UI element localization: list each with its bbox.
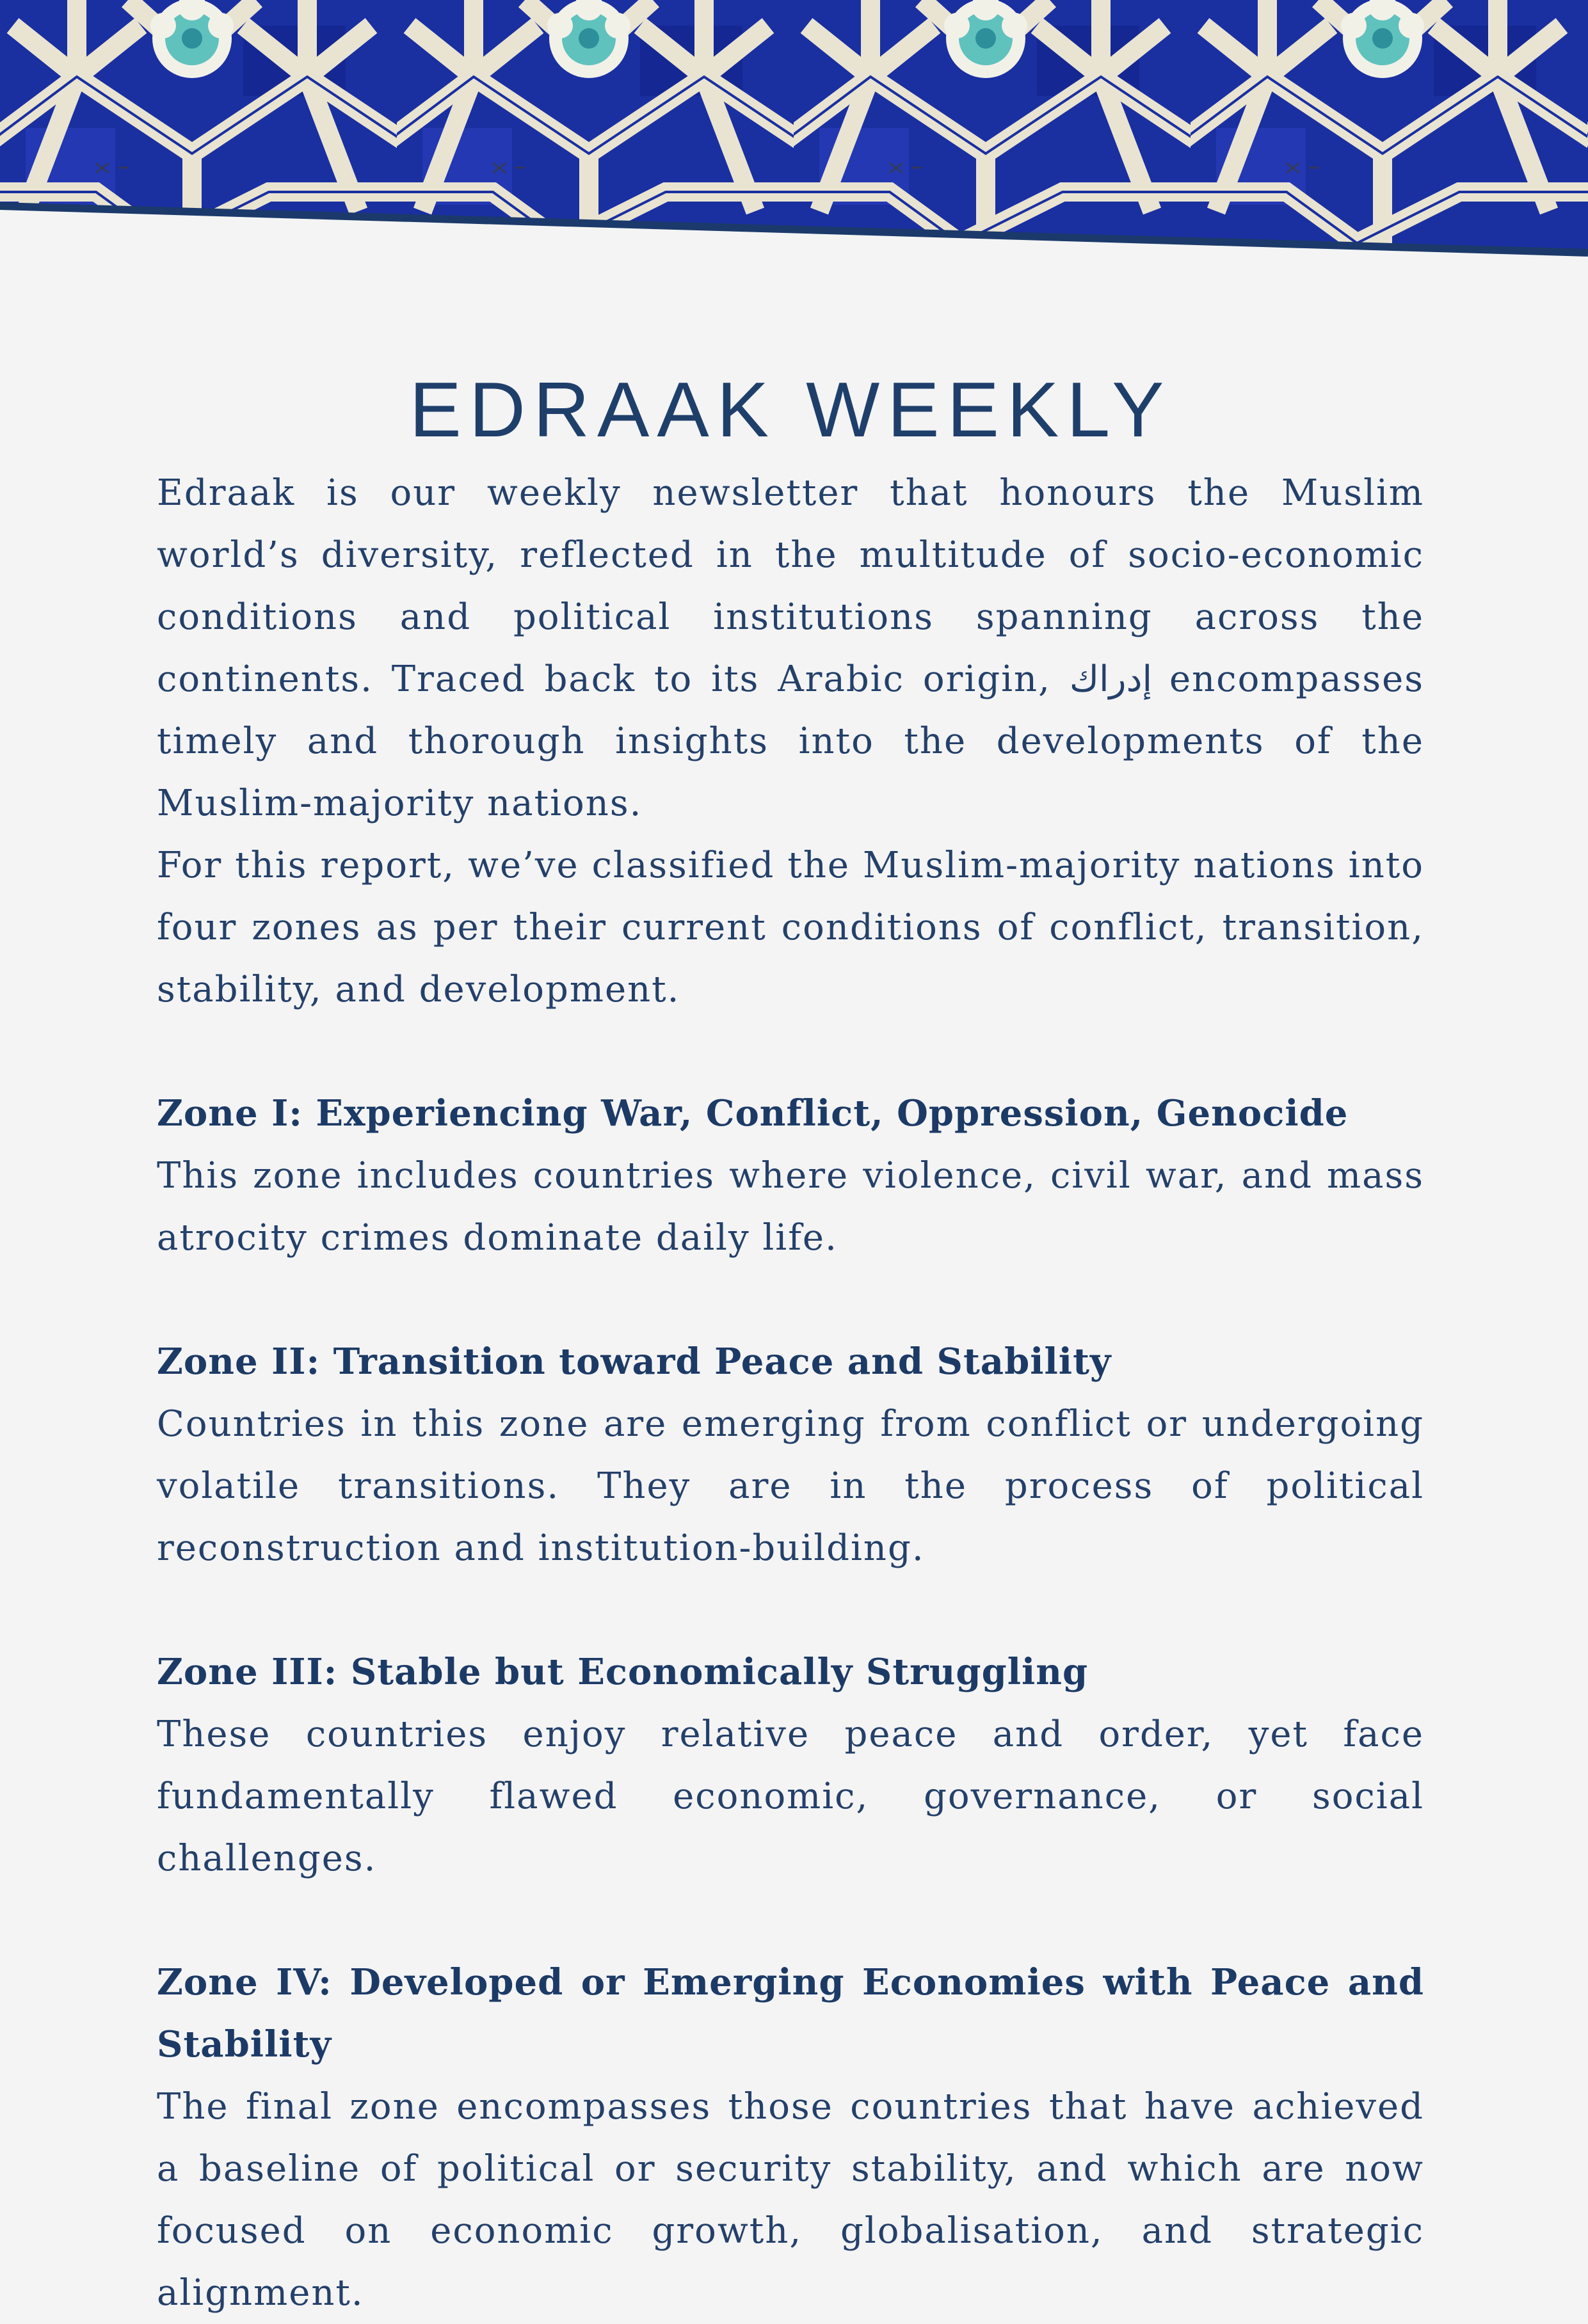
page-title: EDRAAK WEEKLY: [409, 366, 1172, 453]
newsletter-content: [157, 358, 1424, 2324]
header-banner-tile-pattern: [0, 0, 1588, 269]
zone-3-heading: Zone III: Stable but Economically Struggling: [157, 1651, 1089, 1693]
intro-text-after-arabic: encompasses timely and thorough insights into the developments of the Muslim-majority nations.: [157, 658, 1424, 824]
zone-2-body: Countries in this zone are emerging from conflict or undergoing volatile transitions. They are in the process of political reconstruction and institution-building.: [157, 1403, 1424, 1569]
section-spacer: [157, 1579, 1424, 1641]
section-spacer: [157, 1021, 1424, 1083]
zone-1-heading: Zone I: Experiencing War, Conflict, Oppression, Genocide: [157, 1092, 1349, 1134]
section-spacer: [157, 1890, 1424, 1952]
zone-4-body: The final zone encompasses those countries that have achieved a baseline of political or security stability, and which are now focused on economic growth, globalisation, and strategic alignment.: [157, 2086, 1424, 2314]
zone-1-body: This zone includes countries where violence, civil war, and mass atrocity crimes dominate daily life.: [157, 1155, 1424, 1259]
intro-paragraph-1: [157, 462, 1424, 834]
intro-text-before-arabic: Edraak is our weekly newsletter that honours the Muslim world’s diversity, reflected in the multitude of socio-economic conditions and political institutions spanning across the continents. Traced back to its Arabic origin,: [157, 472, 1424, 700]
zone-3-body: These countries enjoy relative peace and order, yet face fundamentally flawed economic, governance, or social challenges.: [157, 1714, 1424, 1879]
section-spacer: [157, 1269, 1424, 1331]
zone-2-heading: Zone II: Transition toward Peace and Stability: [157, 1341, 1112, 1383]
zone-4-heading: Zone IV: Developed or Emerging Economies with Peace and Stability: [157, 1961, 1424, 2065]
arabic-word: إدراك: [1069, 658, 1153, 700]
intro-paragraph-2: For this report, we’ve classified the Muslim-majority nations into four zones as per their current conditions of conflict, transition, stability, and development.: [157, 845, 1424, 1010]
